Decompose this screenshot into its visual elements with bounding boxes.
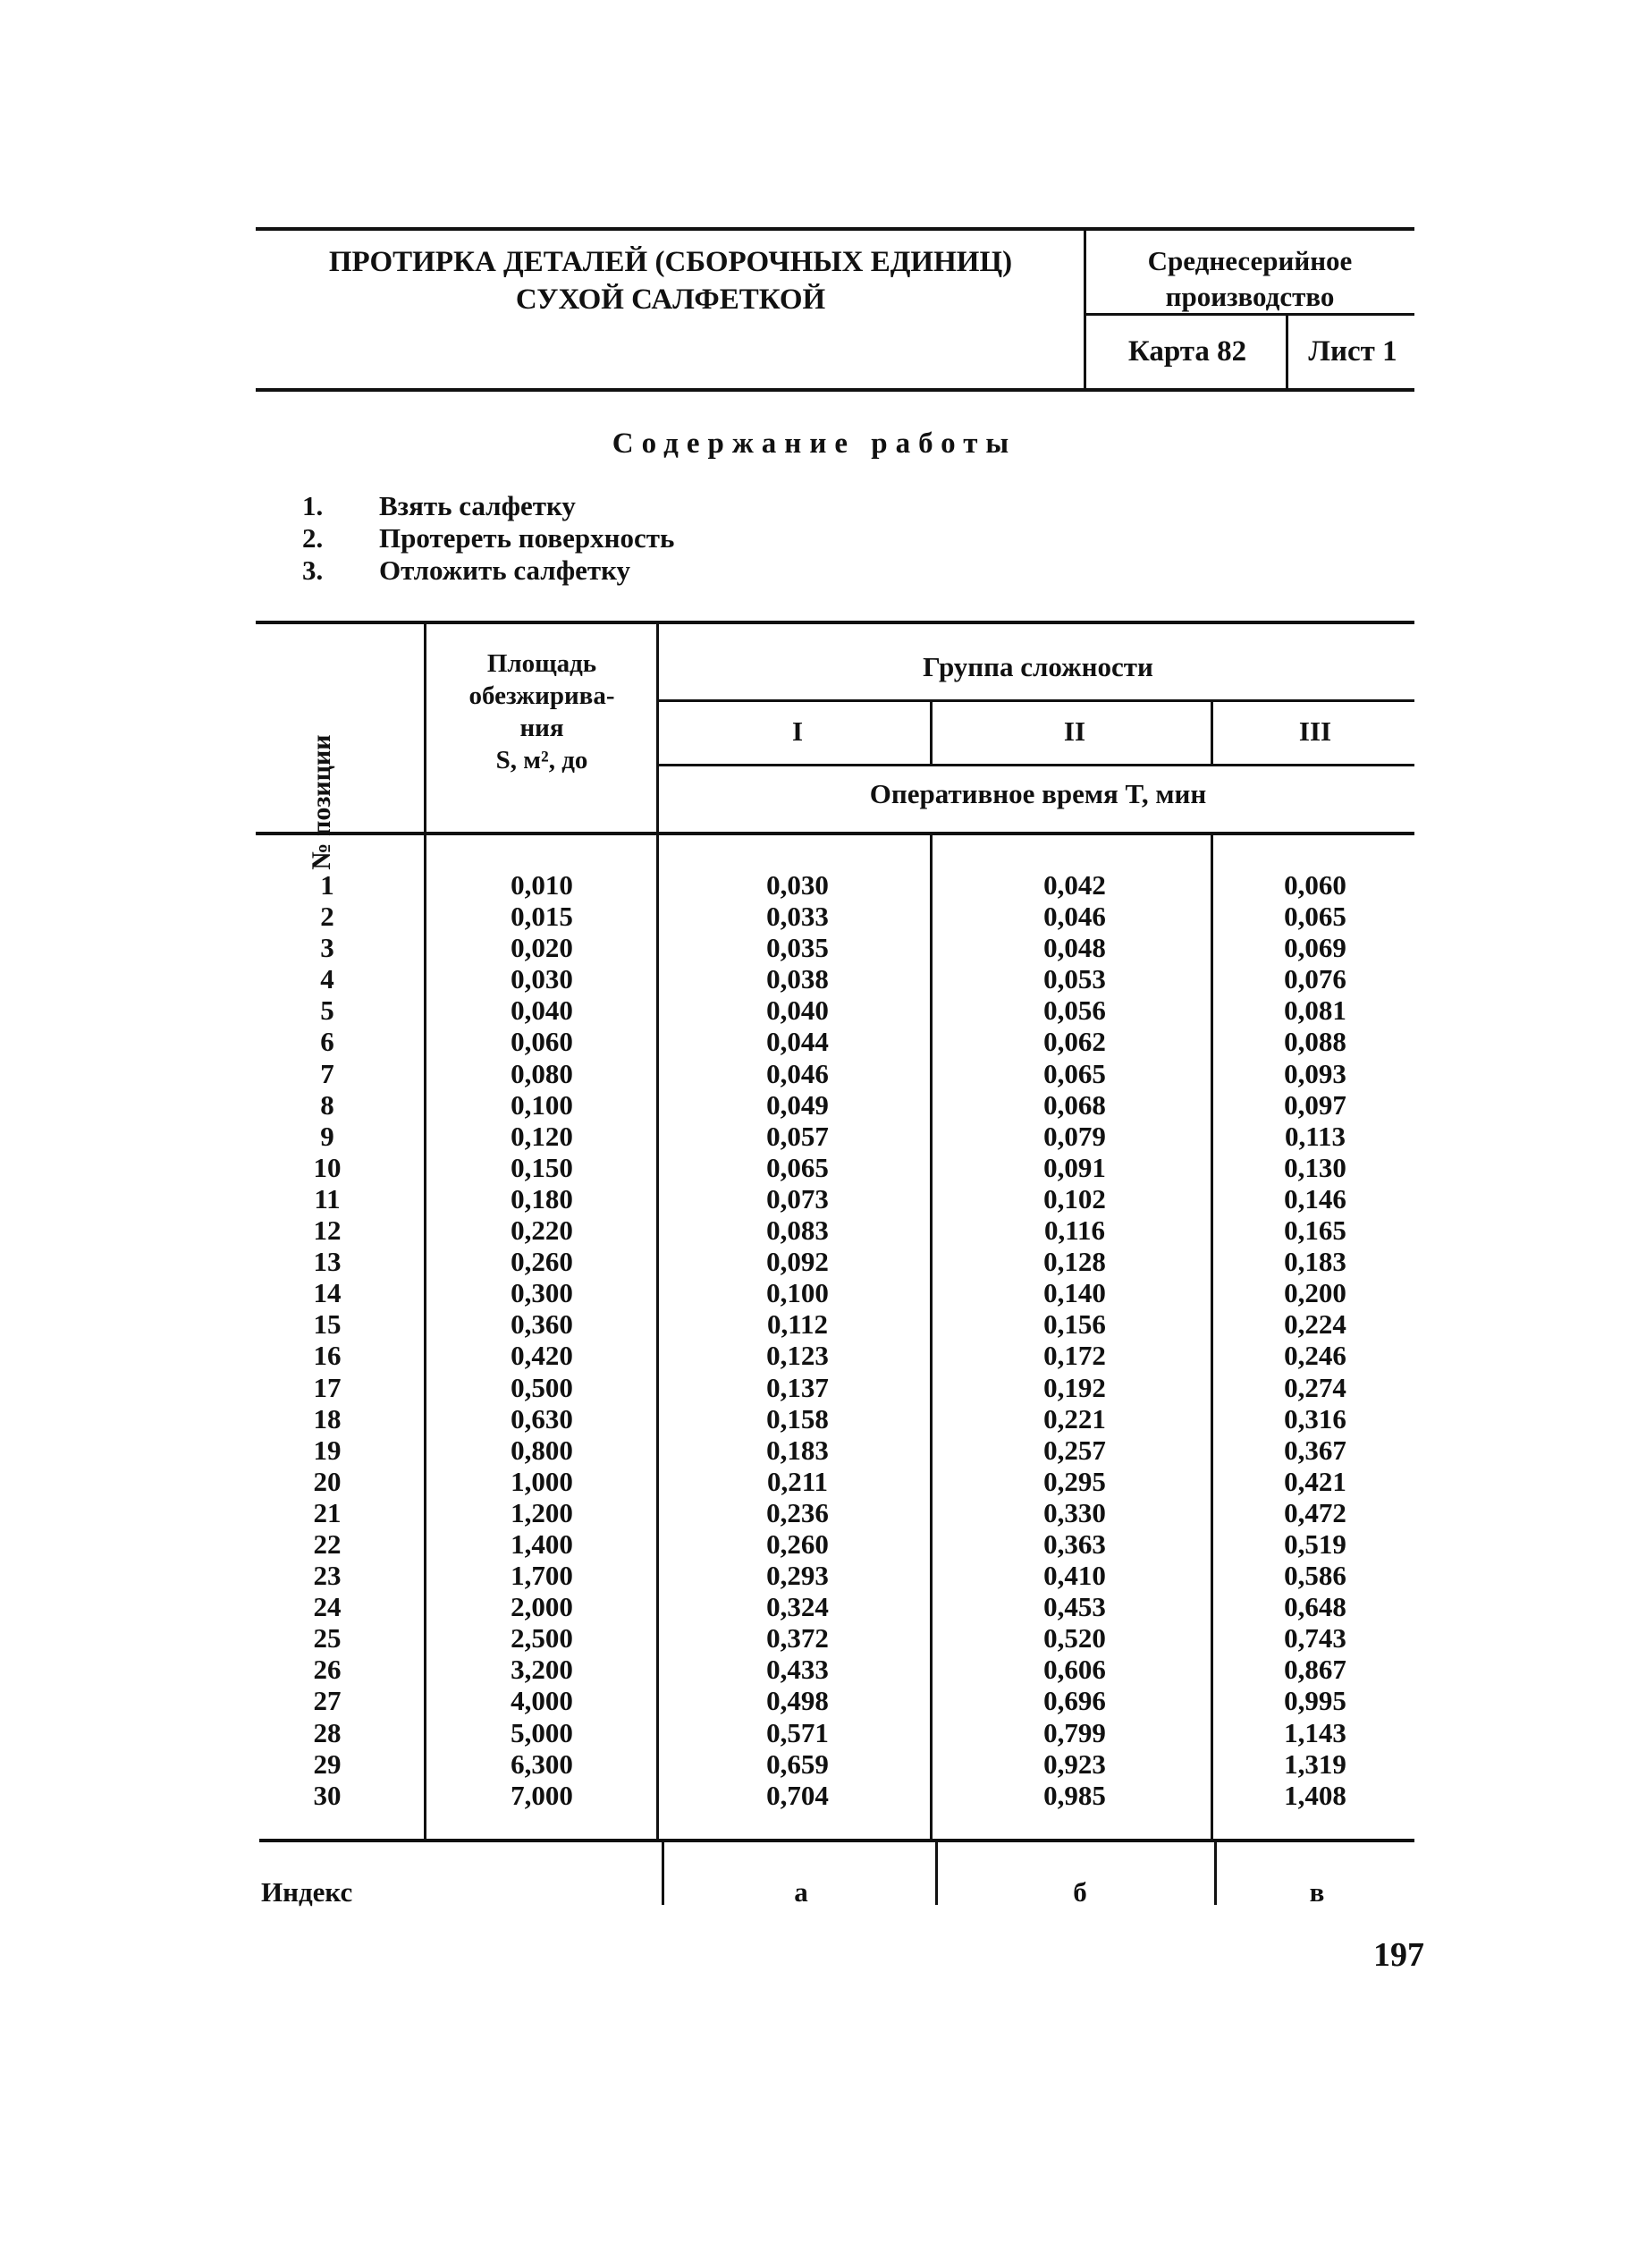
position-cell: 25 — [313, 1622, 342, 1654]
position-cell: 21 — [313, 1496, 342, 1528]
area-cell: 2,500 — [511, 1622, 573, 1654]
index-label: Индекс — [261, 1876, 353, 1908]
group-2-time-cell: 0,128 — [1043, 1246, 1106, 1278]
work-step — [302, 522, 674, 554]
group-2-time-cell: 0,606 — [1043, 1654, 1106, 1686]
position-cell: 17 — [313, 1371, 342, 1403]
position-cell: 8 — [320, 1088, 334, 1121]
production-type-line1: Среднесерийное — [1147, 245, 1353, 276]
group-2-time-cell: 0,410 — [1043, 1560, 1106, 1592]
table-row — [256, 1058, 1418, 1089]
work-step — [302, 490, 674, 522]
group-2-time-cell: 0,048 — [1043, 932, 1106, 964]
group-3-time-cell: 0,081 — [1284, 994, 1346, 1027]
position-cell: 15 — [313, 1308, 342, 1341]
group-2-header: II — [1063, 715, 1086, 747]
group-2-time-cell: 0,696 — [1043, 1685, 1106, 1717]
area-cell: 0,180 — [511, 1182, 573, 1214]
group-1-time-cell: 0,260 — [766, 1528, 829, 1560]
position-cell: 14 — [313, 1277, 342, 1309]
position-cell: 3 — [320, 932, 334, 964]
group-3-time-cell: 0,183 — [1284, 1246, 1346, 1278]
group-2-time-cell: 0,295 — [1043, 1465, 1106, 1497]
group-1-time-cell: 0,030 — [766, 869, 829, 901]
header-divider — [1084, 227, 1086, 392]
group-1-time-cell: 0,112 — [766, 1308, 829, 1341]
work-step-number: 2. — [302, 522, 324, 554]
group-3-time-cell: 0,421 — [1284, 1465, 1346, 1497]
group-1-time-cell: 0,372 — [766, 1622, 829, 1654]
group-2-time-cell: 0,172 — [1043, 1340, 1106, 1372]
group-2-time-cell: 0,330 — [1043, 1496, 1106, 1528]
area-cell: 5,000 — [511, 1716, 573, 1748]
group-3-time-cell: 0,076 — [1284, 963, 1346, 995]
group-2-time-cell: 0,079 — [1043, 1120, 1106, 1152]
group-3-time-cell: 0,113 — [1284, 1120, 1346, 1152]
header-bottom-rule — [256, 388, 1414, 392]
index-value-group-3: в — [1309, 1876, 1325, 1908]
area-cell: 0,220 — [511, 1214, 573, 1247]
complexity-group-header: Группа сложности — [923, 651, 1153, 682]
group-1-time-cell: 0,044 — [766, 1026, 829, 1058]
group-1-time-cell: 0,211 — [766, 1465, 829, 1497]
group-1-time-cell: 0,073 — [766, 1182, 829, 1214]
group-2-time-cell: 0,053 — [1043, 963, 1106, 995]
area-cell: 0,300 — [511, 1277, 573, 1309]
area-cell: 0,630 — [511, 1402, 573, 1434]
table-row — [256, 1622, 1418, 1654]
work-step-text: Протереть поверхность — [379, 522, 675, 554]
area-cell: 0,150 — [511, 1151, 573, 1183]
table-row — [256, 1497, 1418, 1528]
position-cell: 20 — [313, 1465, 342, 1497]
position-cell: 4 — [320, 963, 334, 995]
area-cell: 0,030 — [511, 963, 573, 995]
group-1-time-cell: 0,704 — [766, 1779, 829, 1811]
work-steps-list — [302, 490, 674, 587]
area-cell: 7,000 — [511, 1779, 573, 1811]
position-cell: 11 — [314, 1182, 341, 1214]
table-row — [256, 1372, 1418, 1403]
position-cell: 23 — [313, 1560, 342, 1592]
group-3-time-cell: 0,130 — [1284, 1151, 1346, 1183]
table-row — [256, 1026, 1418, 1057]
table-row — [256, 1121, 1418, 1152]
area-cell: 0,015 — [511, 901, 573, 933]
group-2-time-cell: 0,257 — [1043, 1434, 1106, 1466]
group-1-time-cell: 0,123 — [766, 1340, 829, 1372]
group-3-time-cell: 0,093 — [1284, 1057, 1346, 1089]
group-2-time-cell: 0,046 — [1043, 901, 1106, 933]
table-row — [256, 1403, 1418, 1434]
group-3-time-cell: 0,246 — [1284, 1340, 1346, 1372]
group-3-time-cell: 0,069 — [1284, 932, 1346, 964]
group-3-time-cell: 0,995 — [1284, 1685, 1346, 1717]
area-cell: 0,500 — [511, 1371, 573, 1403]
group-3-time-cell: 1,143 — [1284, 1716, 1346, 1748]
position-cell: 29 — [313, 1748, 342, 1780]
group-3-time-cell: 0,367 — [1284, 1434, 1346, 1466]
group-2-time-cell: 0,192 — [1043, 1371, 1106, 1403]
position-cell: 16 — [313, 1340, 342, 1372]
work-content-title: Содержание работы — [612, 427, 1017, 460]
area-cell: 0,120 — [511, 1120, 573, 1152]
group-2-time-cell: 0,065 — [1043, 1057, 1106, 1089]
work-step-number: 3. — [302, 554, 324, 586]
position-cell: 18 — [313, 1402, 342, 1434]
position-cell: 26 — [313, 1654, 342, 1686]
group-2-time-cell: 0,056 — [1043, 994, 1106, 1027]
table-row — [256, 1685, 1418, 1716]
document-title-line2: СУХОЙ САЛФЕТКОЙ — [515, 284, 826, 316]
group-3-time-cell: 0,519 — [1284, 1528, 1346, 1560]
group-2-time-cell: 0,363 — [1043, 1528, 1106, 1560]
position-cell: 1 — [320, 869, 334, 901]
production-type-line2: производство — [1165, 281, 1335, 312]
group-2-time-cell: 0,140 — [1043, 1277, 1106, 1309]
area-cell: 0,060 — [511, 1026, 573, 1058]
group-1-time-cell: 0,137 — [766, 1371, 829, 1403]
area-header-line2: обезжирива- — [468, 681, 615, 710]
table-row — [256, 994, 1418, 1026]
group-1-time-cell: 0,293 — [766, 1560, 829, 1592]
table-row — [256, 1183, 1418, 1214]
group-1-time-cell: 0,049 — [766, 1088, 829, 1121]
group-3-time-cell: 1,319 — [1284, 1748, 1346, 1780]
group-1-header: I — [791, 715, 804, 747]
position-cell: 9 — [320, 1120, 334, 1152]
group-1-time-cell: 0,035 — [766, 932, 829, 964]
position-cell: 30 — [313, 1779, 342, 1811]
table-row — [256, 1246, 1418, 1277]
group-3-time-cell: 0,065 — [1284, 901, 1346, 933]
area-cell: 0,080 — [511, 1057, 573, 1089]
area-cell: 0,800 — [511, 1434, 573, 1466]
table-row — [256, 901, 1418, 932]
operative-time-header: Оперативное время T, мин — [869, 778, 1207, 809]
table-row — [256, 1717, 1418, 1748]
position-cell: 13 — [313, 1246, 342, 1278]
group-1-time-cell: 0,046 — [766, 1057, 829, 1089]
group-2-time-cell: 0,091 — [1043, 1151, 1106, 1183]
group-3-time-cell: 0,224 — [1284, 1308, 1346, 1341]
group-2-time-cell: 0,102 — [1043, 1182, 1106, 1214]
group-3-time-cell: 0,165 — [1284, 1214, 1346, 1247]
sheet-number: Лист 1 — [1308, 335, 1397, 368]
table-row — [256, 1089, 1418, 1121]
index-value-group-1: а — [794, 1876, 808, 1908]
position-cell: 22 — [313, 1528, 342, 1560]
area-cell: 1,700 — [511, 1560, 573, 1592]
group-1-time-cell: 0,183 — [766, 1434, 829, 1466]
group-1-time-cell: 0,100 — [766, 1277, 829, 1309]
work-step-number: 1. — [302, 490, 324, 521]
index-value-group-2: б — [1073, 1876, 1087, 1908]
page-number: 197 — [1373, 1936, 1424, 1974]
group-header-rule — [656, 699, 1414, 702]
area-cell: 2,000 — [511, 1591, 573, 1623]
group-2-time-cell: 0,985 — [1043, 1779, 1106, 1811]
area-cell: 6,300 — [511, 1748, 573, 1780]
table-row — [256, 1654, 1418, 1685]
group-1-time-cell: 0,158 — [766, 1402, 829, 1434]
index-divider-1 — [662, 1842, 664, 1905]
table-top-rule — [256, 621, 1414, 624]
table-row — [256, 1152, 1418, 1183]
group-2-time-cell: 0,062 — [1043, 1026, 1106, 1058]
group-3-time-cell: 0,088 — [1284, 1026, 1346, 1058]
area-cell: 1,000 — [511, 1465, 573, 1497]
group-2-time-cell: 0,156 — [1043, 1308, 1106, 1341]
group-1-time-cell: 0,324 — [766, 1591, 829, 1623]
group-3-time-cell: 0,648 — [1284, 1591, 1346, 1623]
table-row — [256, 1434, 1418, 1466]
position-cell: 28 — [313, 1716, 342, 1748]
position-cell: 6 — [320, 1026, 334, 1058]
group-3-time-cell: 0,097 — [1284, 1088, 1346, 1121]
group-1-time-cell: 0,092 — [766, 1246, 829, 1278]
group-2-time-cell: 0,042 — [1043, 869, 1106, 901]
group-1-time-cell: 0,033 — [766, 901, 829, 933]
area-cell: 4,000 — [511, 1685, 573, 1717]
table-row — [256, 1780, 1418, 1811]
area-cell: 0,260 — [511, 1246, 573, 1278]
group-1-time-cell: 0,433 — [766, 1654, 829, 1686]
table-row — [256, 1591, 1418, 1622]
group-3-time-cell: 0,060 — [1284, 869, 1346, 901]
table-row — [256, 1308, 1418, 1340]
table-body — [256, 869, 1418, 1811]
table-row — [256, 1277, 1418, 1308]
group-3-time-cell: 0,316 — [1284, 1402, 1346, 1434]
group-2-time-cell: 0,520 — [1043, 1622, 1106, 1654]
area-header-line4: S, м², до — [495, 746, 588, 774]
group-2-time-cell: 0,799 — [1043, 1716, 1106, 1748]
group-3-time-cell: 0,867 — [1284, 1654, 1346, 1686]
position-cell: 27 — [313, 1685, 342, 1717]
group-2-time-cell: 0,923 — [1043, 1748, 1106, 1780]
position-cell: 12 — [313, 1214, 342, 1247]
group-3-time-cell: 0,586 — [1284, 1560, 1346, 1592]
group-3-time-cell: 0,743 — [1284, 1622, 1346, 1654]
work-step-text: Взять салфетку — [379, 490, 576, 521]
table-row — [256, 1214, 1418, 1246]
area-cell: 1,400 — [511, 1528, 573, 1560]
area-cell: 3,200 — [511, 1654, 573, 1686]
area-header-line3: ния — [519, 714, 564, 742]
table-row — [256, 869, 1418, 901]
table-row — [256, 963, 1418, 994]
group-1-time-cell: 0,236 — [766, 1496, 829, 1528]
group-1-time-cell: 0,065 — [766, 1151, 829, 1183]
table-row — [256, 1466, 1418, 1497]
table-row — [256, 1748, 1418, 1780]
area-header-line1: Площадь — [486, 649, 597, 678]
group-1-time-cell: 0,571 — [766, 1716, 829, 1748]
area-cell: 0,020 — [511, 932, 573, 964]
table-row — [256, 932, 1418, 963]
position-cell: 2 — [320, 901, 334, 933]
group-3-time-cell: 0,274 — [1284, 1371, 1346, 1403]
document-title-line1: ПРОТИРКА ДЕТАЛЕЙ (СБОРОЧНЫХ ЕДИНИЦ) — [328, 246, 1013, 278]
position-cell: 5 — [320, 994, 334, 1027]
group-3-header: III — [1298, 715, 1332, 747]
group-3-time-cell: 0,200 — [1284, 1277, 1346, 1309]
group-1-time-cell: 0,083 — [766, 1214, 829, 1247]
group-1-time-cell: 0,498 — [766, 1685, 829, 1717]
document-title — [268, 243, 1073, 318]
area-cell: 0,010 — [511, 869, 573, 901]
group-2-time-cell: 0,221 — [1043, 1402, 1106, 1434]
table-row — [256, 1528, 1418, 1560]
table-bottom-rule — [259, 1839, 1414, 1842]
group-1-time-cell: 0,659 — [766, 1748, 829, 1780]
group-2-time-cell: 0,116 — [1043, 1214, 1106, 1247]
area-cell: 1,200 — [511, 1496, 573, 1528]
group-3-time-cell: 0,472 — [1284, 1496, 1346, 1528]
group-numbers-rule — [656, 764, 1414, 766]
area-cell: 0,100 — [511, 1088, 573, 1121]
work-step — [302, 554, 674, 587]
work-step-text: Отложить салфетку — [379, 554, 631, 586]
table-header-bottom-rule — [256, 832, 1414, 835]
position-cell: 10 — [313, 1151, 342, 1183]
table-row — [256, 1560, 1418, 1591]
production-type — [1087, 243, 1413, 315]
position-column-header-text: № позиции — [307, 734, 336, 870]
group-2-time-cell: 0,068 — [1043, 1088, 1106, 1121]
group-1-time-cell: 0,038 — [766, 963, 829, 995]
group-3-time-cell: 0,146 — [1284, 1182, 1346, 1214]
group-3-time-cell: 1,408 — [1284, 1779, 1346, 1811]
position-cell: 7 — [320, 1057, 334, 1089]
area-cell: 0,040 — [511, 994, 573, 1027]
position-cell: 24 — [313, 1591, 342, 1623]
position-cell: 19 — [313, 1434, 342, 1466]
group-1-time-cell: 0,057 — [766, 1120, 829, 1152]
area-column-header — [427, 647, 656, 776]
group-1-time-cell: 0,040 — [766, 994, 829, 1027]
area-cell: 0,360 — [511, 1308, 573, 1341]
group-2-time-cell: 0,453 — [1043, 1591, 1106, 1623]
header-top-rule — [256, 227, 1414, 231]
table-row — [256, 1340, 1418, 1371]
card-number: Карта 82 — [1127, 335, 1247, 368]
area-cell: 0,420 — [511, 1340, 573, 1372]
